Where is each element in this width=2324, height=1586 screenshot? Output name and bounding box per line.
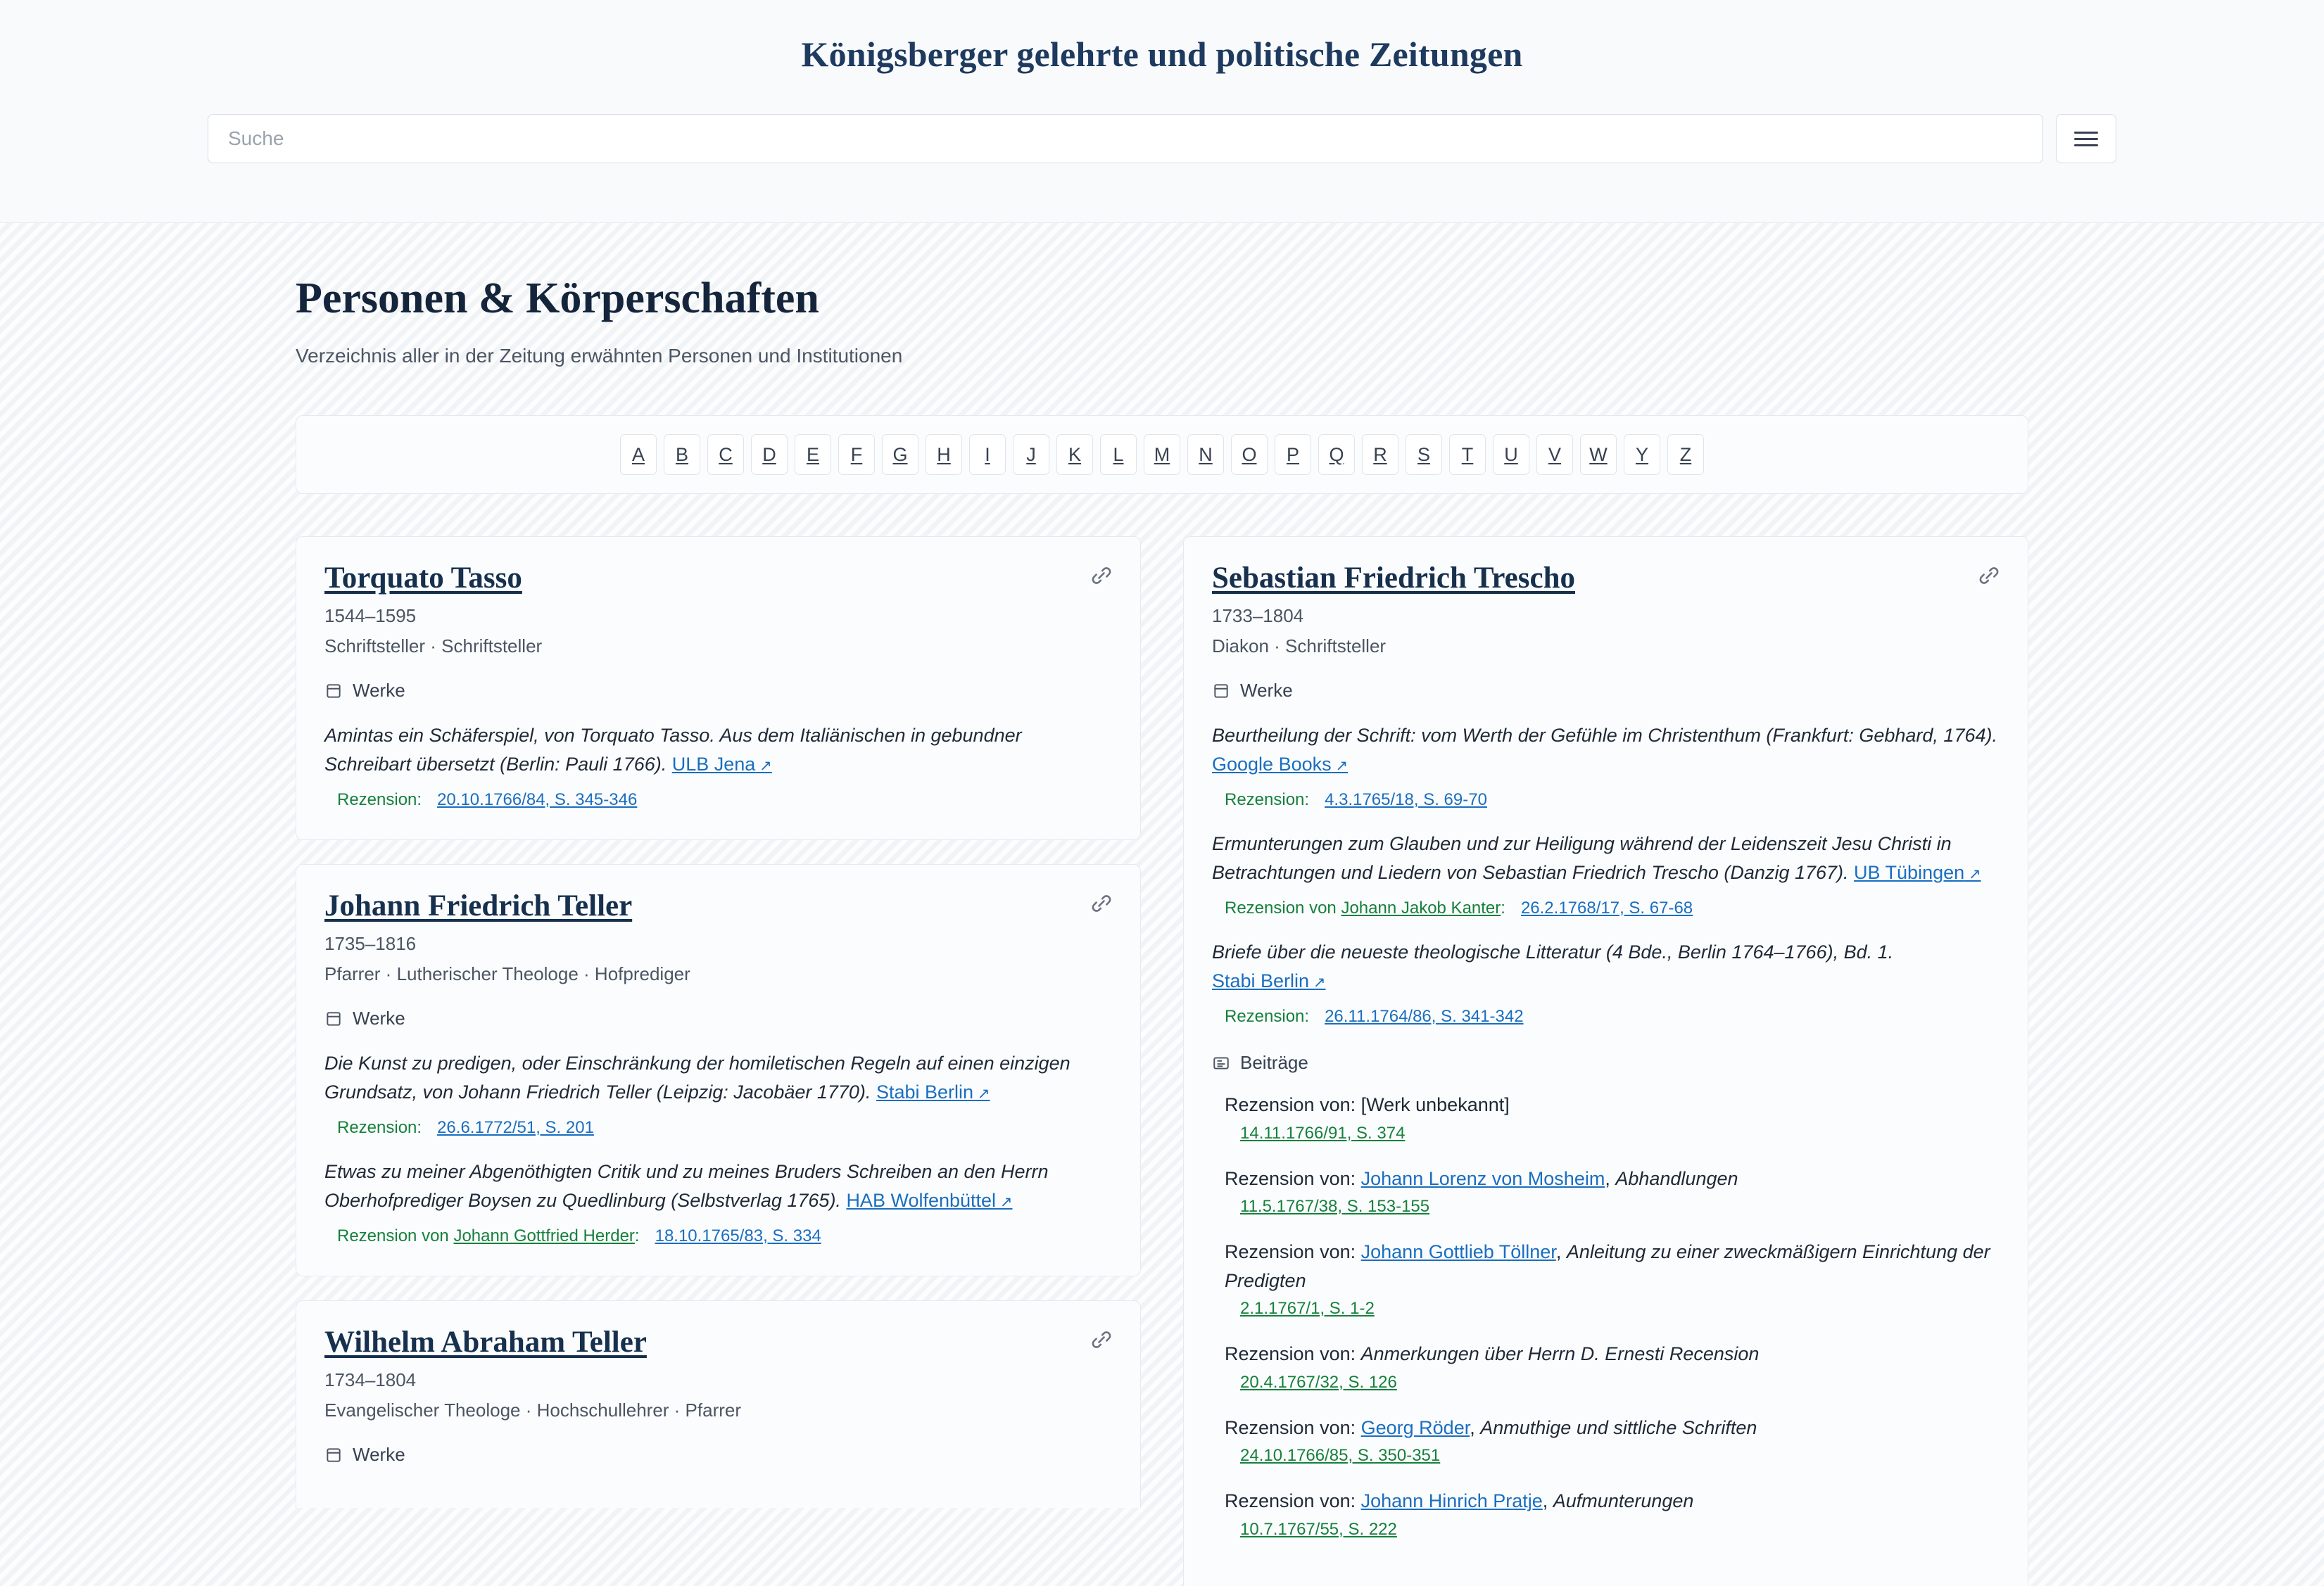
permalink-icon[interactable] [1090, 892, 1113, 915]
contribution-citation-link[interactable]: 10.7.1767/55, S. 222 [1240, 1519, 1397, 1539]
alphabet-letter-c[interactable]: C [707, 434, 744, 475]
person-column-left [296, 536, 1141, 1508]
review-row [1225, 1007, 2000, 1027]
work-title: Amintas ein Schäferspiel, von Torquato Tasso. Aus dem Italiänischen in gebundner Schreibart übersetzt (Berlin: Pauli 1766). [324, 725, 1022, 775]
review-label: Rezension von Johann Jakob Kanter: [1225, 899, 1505, 918]
alphabet-index [296, 415, 2028, 494]
contribution-title: Rezension von: Georg Röder, Anmuthige und sittliche Schriften [1225, 1416, 1757, 1438]
work-title: Beurtheilung der Schrift: vom Werth der Gefühle im Christenthum (Frankfurt: Gebhard, 1764). [1212, 725, 1997, 746]
person-roles: Pfarrer · Lutherischer Theologe · Hofprediger [324, 963, 690, 985]
person-roles: Diakon · Schriftsteller [1212, 635, 1387, 656]
alphabet-letter-q[interactable]: Q [1318, 434, 1355, 475]
person-life-dates: 1544–1595 [324, 605, 417, 626]
review-citation-link[interactable]: 26.2.1768/17, S. 67-68 [1520, 899, 1693, 918]
external-resource-link[interactable]: Stabi Berlin ↗ [1212, 970, 1326, 992]
contribution-title: Rezension von: Johann Lorenz von Mosheim, Abhandlungen [1225, 1167, 1738, 1189]
page-title: Personen & Körperschaften [296, 274, 819, 322]
alphabet-letter-h[interactable]: H [926, 434, 962, 475]
book-icon [324, 1010, 343, 1028]
search-row [0, 114, 2324, 222]
person-columns [296, 536, 2028, 1586]
contribution-work-title: Abhandlungen [1615, 1167, 1738, 1189]
hamburger-menu-icon [2074, 127, 2098, 151]
contribution-work-title: Aufmunterungen [1553, 1490, 1694, 1512]
person-name-link[interactable]: Johann Friedrich Teller [324, 889, 633, 923]
search-input[interactable] [208, 114, 2043, 163]
alphabet-letter-t[interactable]: T [1449, 434, 1486, 475]
external-link-icon: ↗ [1331, 758, 1349, 775]
work-entry [1212, 830, 2000, 887]
contributions-section-label: Beiträge [1240, 1052, 1308, 1074]
newspaper-icon [1212, 1054, 1230, 1072]
review-label: Rezension: [337, 790, 422, 810]
page-body [0, 223, 2324, 1586]
works-section-header [1212, 680, 2000, 702]
permalink-icon[interactable] [1977, 564, 2001, 588]
work-entry [324, 1157, 1112, 1215]
review-row [337, 790, 1112, 810]
work-title: Etwas zu meiner Abgenöthigten Critik und zu meines Bruders Schreiben an den Herrn Oberhofprediger Boysen zu Quedlinburg (Selbstverlag 1765). [324, 1161, 1049, 1212]
work-entry [1212, 938, 2000, 996]
alphabet-letter-p[interactable]: P [1275, 434, 1311, 475]
site-title: Königsberger gelehrte und politische Zeitungen [801, 34, 1523, 74]
contribution-work-title: Anmuthige und sittliche Schriften [1480, 1416, 1757, 1438]
external-resource-link[interactable]: Google Books ↗ [1212, 754, 1349, 775]
review-row [337, 1118, 1112, 1138]
alphabet-letter-z[interactable]: Z [1667, 434, 1704, 475]
works-section-header [324, 1444, 1112, 1466]
works-section-label: Werke [353, 680, 405, 701]
person-life-dates: 1735–1816 [324, 933, 417, 955]
external-resource-link[interactable]: ULB Jena ↗ [671, 754, 772, 775]
site-header [0, 0, 2324, 223]
person-card [1183, 536, 2028, 1586]
review-row [1225, 790, 2000, 810]
external-link-icon: ↗ [996, 1194, 1013, 1211]
alphabet-letter-b[interactable]: B [664, 434, 700, 475]
person-roles: Schriftsteller · Schriftsteller [324, 635, 543, 656]
contribution-title: Rezension von: [Werk unbekannt] [1225, 1094, 1510, 1116]
contribution-title: Rezension von: Johann Gottlieb Töllner, Anleitung zu einer zweckmäßigern Einrichtung der Predigten [1225, 1241, 1990, 1291]
alphabet-letter-r[interactable]: R [1362, 434, 1398, 475]
work-title: Briefe über die neueste theologische Litteratur (4 Bde., Berlin 1764–1766), Bd. 1. [1212, 941, 1894, 963]
contribution-entry [1225, 1238, 2000, 1336]
person-column-right [1183, 536, 2028, 1586]
review-label: Rezension: [1225, 1007, 1310, 1027]
contribution-entry [1225, 1414, 2000, 1483]
alphabet-letter-m[interactable]: M [1144, 434, 1180, 475]
permalink-icon[interactable] [1090, 1328, 1113, 1352]
external-link-icon: ↗ [755, 758, 772, 775]
review-label: Rezension: [337, 1118, 422, 1138]
person-life-dates: 1733–1804 [1212, 605, 1304, 626]
review-citation-link[interactable]: 18.10.1765/83, S. 334 [655, 1226, 821, 1246]
external-resource-link[interactable]: HAB Wolfenbüttel ↗ [846, 1190, 1013, 1212]
alphabet-letter-u[interactable]: U [1493, 434, 1529, 475]
contribution-work-title: Anmerkungen über Herrn D. Ernesti Recension [1360, 1343, 1760, 1365]
work-entry [324, 721, 1112, 779]
contribution-title: Rezension von: Anmerkungen über Herrn D. Ernesti Recension [1225, 1343, 1760, 1365]
alphabet-letter-v[interactable]: V [1536, 434, 1573, 475]
contribution-title: Rezension von: Johann Hinrich Pratje, Aufmunterungen [1225, 1490, 1694, 1512]
contribution-author-link[interactable]: Johann Gottlieb Töllner [1360, 1241, 1556, 1263]
external-resource-link[interactable]: UB Tübingen ↗ [1854, 862, 1981, 884]
contribution-citation-link[interactable]: 11.5.1767/38, S. 153-155 [1240, 1197, 1430, 1217]
review-citation-link[interactable]: 4.3.1765/18, S. 69-70 [1325, 790, 1487, 810]
hamburger-menu-button[interactable] [2056, 114, 2116, 163]
alphabet-letter-y[interactable]: Y [1624, 434, 1660, 475]
works-section-header [324, 680, 1112, 702]
permalink-icon[interactable] [1090, 564, 1113, 588]
external-link-icon: ↗ [1309, 975, 1326, 991]
person-card [296, 536, 1141, 840]
person-life-dates: 1734–1804 [324, 1369, 417, 1391]
review-row [1225, 899, 2000, 918]
alphabet-letter-o[interactable]: O [1231, 434, 1268, 475]
page-subtitle: Verzeichnis aller in der Zeitung erwähnten Personen und Institutionen [296, 345, 903, 367]
person-name-link[interactable]: Sebastian Friedrich Trescho [1212, 562, 1575, 595]
alphabet-letter-a[interactable]: A [620, 434, 657, 475]
alphabet-letter-n[interactable]: N [1187, 434, 1224, 475]
work-title: Ermunterungen zum Glauben und zur Heiligung während der Leidenszeit Jesu Christi in Betrachtungen und Liedern von Sebastian Friedrich Trescho (Danzig 1767). [1212, 833, 1952, 884]
book-icon [324, 682, 343, 700]
contribution-citation-link[interactable]: 20.4.1767/32, S. 126 [1240, 1372, 1397, 1392]
contribution-author-link[interactable]: Johann Hinrich Pratje [1360, 1490, 1543, 1512]
contribution-author-link[interactable]: Georg Röder [1360, 1416, 1470, 1438]
alphabet-letter-l[interactable]: L [1100, 434, 1137, 475]
work-entry [1212, 721, 2000, 779]
contribution-author-link[interactable]: Johann Lorenz von Mosheim [1360, 1167, 1605, 1189]
book-icon [324, 1446, 343, 1464]
alphabet-letter-k[interactable]: K [1056, 434, 1093, 475]
person-name-link[interactable]: Wilhelm Abraham Teller [324, 1326, 647, 1359]
contribution-work-title: Anleitung zu einer zweckmäßigern Einrichtung der Predigten [1225, 1241, 1990, 1291]
external-resource-link[interactable]: Stabi Berlin ↗ [876, 1081, 990, 1103]
contribution-citation-link[interactable]: 2.1.1767/1, S. 1-2 [1240, 1299, 1375, 1319]
alphabet-letter-d[interactable]: D [751, 434, 788, 475]
contribution-unknown-work: [Werk unbekannt] [1360, 1094, 1510, 1116]
work-entry [324, 1049, 1112, 1107]
review-citation-link[interactable]: 26.11.1764/86, S. 341-342 [1325, 1007, 1524, 1027]
contribution-entry [1225, 1165, 2000, 1234]
contribution-entry [1225, 1487, 2000, 1556]
review-label: Rezension von Johann Gottfried Herder: [337, 1226, 640, 1246]
external-link-icon: ↗ [1964, 866, 1981, 883]
review-row [337, 1226, 1112, 1246]
works-section-label: Werke [1240, 680, 1293, 701]
person-roles: Evangelischer Theologe · Hochschullehrer · Pfarrer [324, 1400, 742, 1421]
contribution-citation-link[interactable]: 14.11.1766/91, S. 374 [1240, 1123, 1406, 1143]
reviewer-link[interactable]: Johann Jakob Kanter [1341, 899, 1501, 918]
review-citation-link[interactable]: 20.10.1766/84, S. 345-346 [437, 790, 638, 810]
contribution-entry [1225, 1340, 2000, 1409]
works-section-header [324, 1008, 1112, 1029]
alphabet-letter-s[interactable]: S [1406, 434, 1442, 475]
person-name-link[interactable]: Torquato Tasso [324, 562, 522, 595]
book-icon [1212, 682, 1230, 700]
contribution-entry [1225, 1091, 2000, 1160]
external-link-icon: ↗ [973, 1086, 990, 1103]
work-title: Die Kunst zu predigen, oder Einschränkung der homiletischen Regeln auf einen einzigen Grundsatz, von Johann Friedrich Teller (Leipzig: Jacobäer 1770). [324, 1053, 1071, 1103]
alphabet-letter-w[interactable]: W [1580, 434, 1617, 475]
contribution-citation-link[interactable]: 24.10.1766/85, S. 350-351 [1240, 1446, 1441, 1466]
reviewer-link[interactable]: Johann Gottfried Herder [453, 1226, 635, 1246]
person-card [296, 864, 1141, 1276]
contributions-section-header [1212, 1052, 2000, 1074]
review-label: Rezension: [1225, 790, 1310, 810]
person-card [296, 1300, 1141, 1508]
works-section-label: Werke [353, 1444, 405, 1466]
review-citation-link[interactable]: 26.6.1772/51, S. 201 [437, 1118, 594, 1138]
alphabet-letter-e[interactable]: E [795, 434, 831, 475]
alphabet-letter-i[interactable]: I [969, 434, 1006, 475]
works-section-label: Werke [353, 1008, 405, 1029]
alphabet-letter-g[interactable]: G [882, 434, 918, 475]
alphabet-letter-f[interactable]: F [838, 434, 875, 475]
alphabet-letter-j[interactable]: J [1013, 434, 1049, 475]
